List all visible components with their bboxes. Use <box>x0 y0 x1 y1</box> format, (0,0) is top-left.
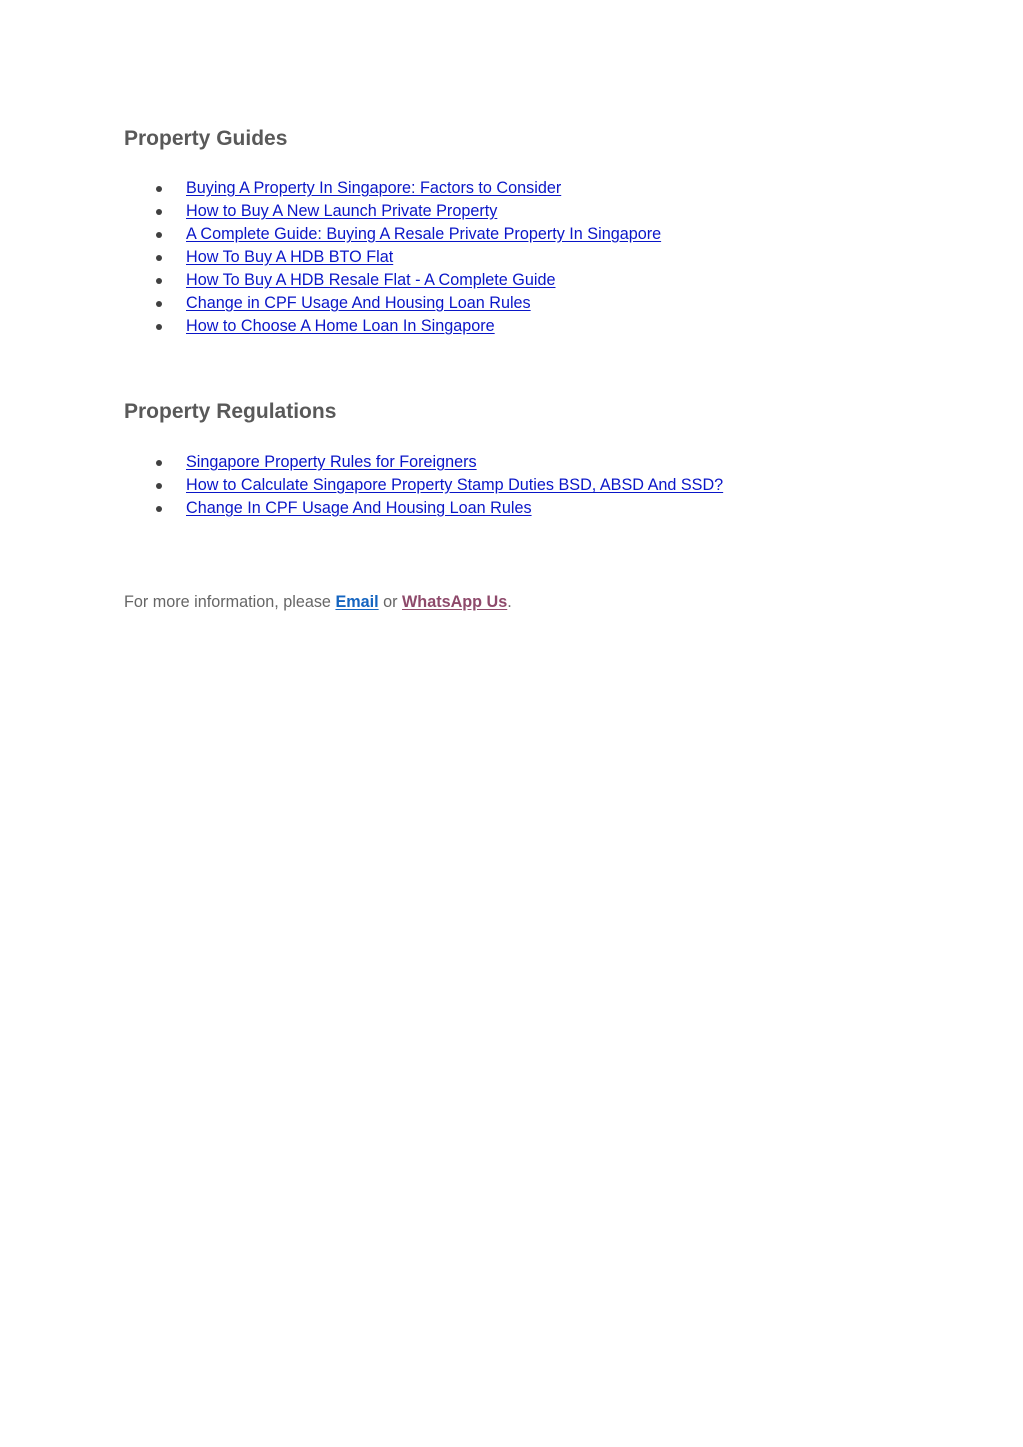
email-link[interactable]: Email <box>335 593 379 611</box>
regulation-link-stamp-duties[interactable]: How to Calculate Singapore Property Stamp Duties BSD, ABSD And SSD? <box>186 476 724 494</box>
whatsapp-link[interactable]: WhatsApp Us <box>402 593 508 611</box>
bullet-icon <box>156 460 162 466</box>
contact-prefix: For more information, please <box>124 593 336 611</box>
regulation-link-cpf-usage[interactable]: Change In CPF Usage And Housing Loan Rules <box>186 499 532 517</box>
bullet-icon <box>156 186 162 192</box>
property-guides-heading: Property Guides <box>124 127 288 150</box>
regulation-link-foreigners[interactable]: Singapore Property Rules for Foreigners <box>186 453 477 471</box>
bullet-icon <box>156 506 162 512</box>
bullet-icon <box>156 278 162 284</box>
bullet-icon <box>156 483 162 489</box>
bullet-icon <box>156 324 162 330</box>
guide-link-buying-property[interactable]: Buying A Property In Singapore: Factors to Consider <box>186 179 562 197</box>
property-regulations-heading: Property Regulations <box>124 400 337 423</box>
bullet-icon <box>156 255 162 261</box>
guide-link-hdb-bto[interactable]: How To Buy A HDB BTO Flat <box>186 248 394 266</box>
guide-link-new-launch[interactable]: How to Buy A New Launch Private Property <box>186 202 498 220</box>
contact-suffix: . <box>507 593 512 611</box>
guide-link-cpf-usage[interactable]: Change in CPF Usage And Housing Loan Rules <box>186 294 531 312</box>
guide-link-resale-private[interactable]: A Complete Guide: Buying A Resale Private Property In Singapore <box>186 225 662 243</box>
bullet-icon <box>156 232 162 238</box>
contact-connector: or <box>378 593 403 611</box>
bullet-icon <box>156 301 162 307</box>
guide-link-hdb-resale[interactable]: How To Buy A HDB Resale Flat - A Complete Guide <box>186 271 556 289</box>
bullet-icon <box>156 209 162 215</box>
guide-link-home-loan[interactable]: How to Choose A Home Loan In Singapore <box>186 317 495 335</box>
contact-line <box>124 591 512 614</box>
